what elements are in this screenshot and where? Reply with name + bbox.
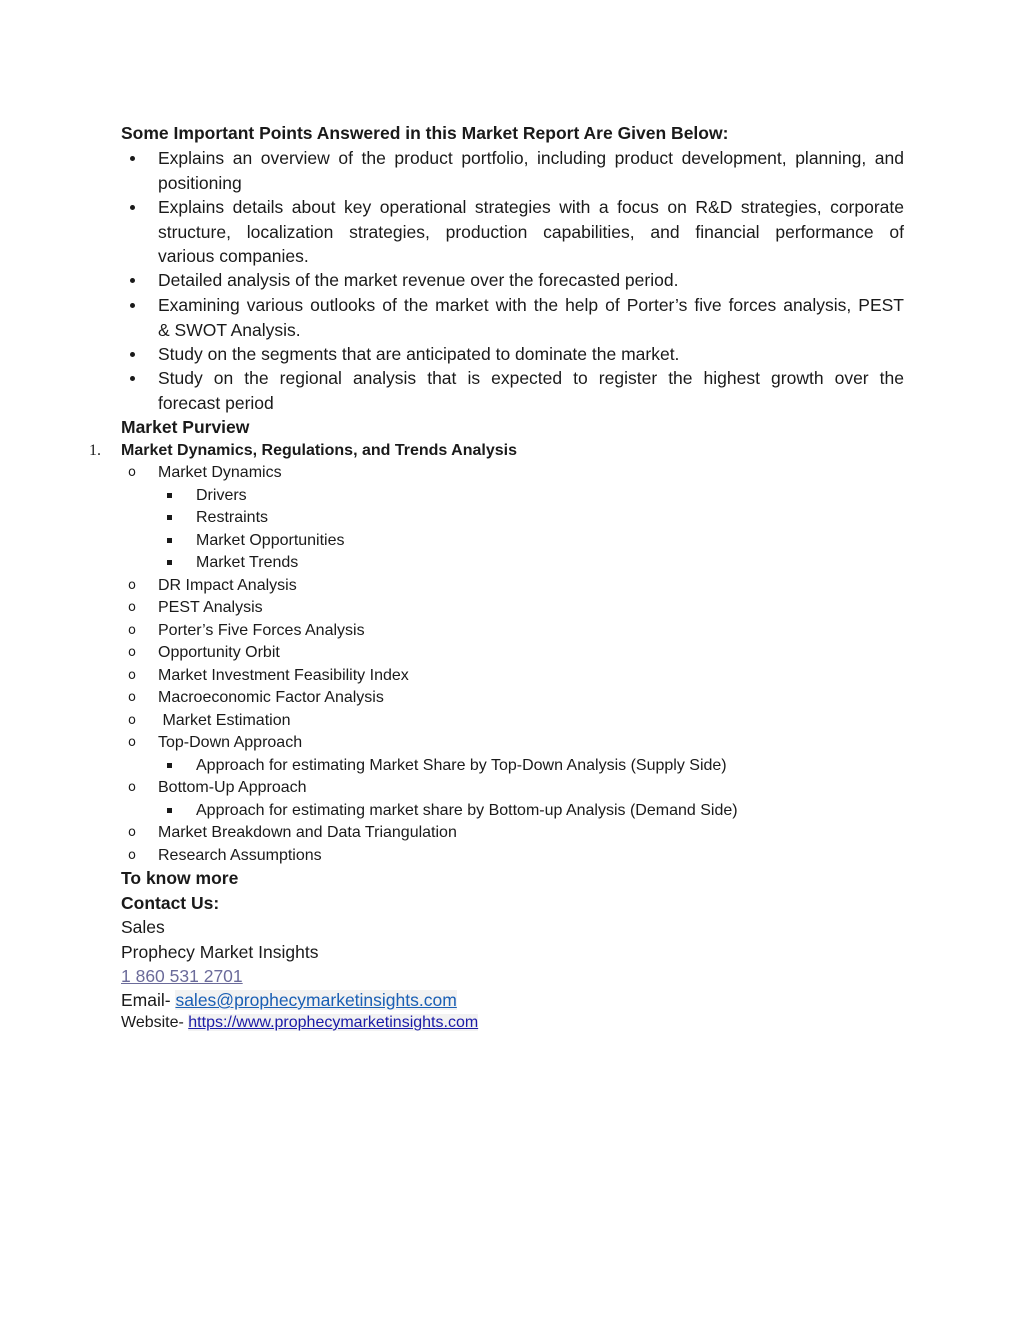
email-line bbox=[121, 988, 457, 1013]
square-bullet-icon bbox=[167, 515, 172, 520]
intro-bullet-6-line-1: Study on the regional analysis that is expected to register the highest growth over the bbox=[158, 368, 904, 388]
contact-company: Prophecy Market Insights bbox=[121, 942, 319, 962]
email-link[interactable]: sales@prophecymarketinsights.com bbox=[175, 990, 457, 1010]
intro-bullet-5-line-1: Study on the segments that are anticipated to dominate the market. bbox=[158, 344, 680, 364]
purview-item: Drivers bbox=[196, 486, 247, 504]
purview-item: Macroeconomic Factor Analysis bbox=[158, 689, 384, 706]
circle-bullet-icon: o bbox=[128, 712, 136, 728]
purview-item: DR Impact Analysis bbox=[158, 576, 297, 594]
square-bullet-icon bbox=[167, 808, 172, 813]
purview-item: Approach for estimating market share by Bottom-up Analysis (Demand Side) bbox=[196, 801, 738, 819]
email-label: Email- bbox=[121, 990, 176, 1010]
intro-bullet-6 bbox=[158, 366, 904, 415]
intro-bullet-3-line-1: Detailed analysis of the market revenue over the forecasted period. bbox=[158, 270, 679, 290]
square-bullet-icon bbox=[167, 493, 172, 498]
circle-bullet-icon: o bbox=[128, 622, 136, 638]
to-know-more-heading: To know more bbox=[121, 868, 239, 888]
purview-item: Market Investment Feasibility Index bbox=[158, 666, 409, 684]
intro-bullet-4-line-1: Examining various outlooks of the market with the help of Porter’s five forces analysis, PEST bbox=[158, 295, 904, 315]
intro-bullet-6-line-2: forecast period bbox=[158, 392, 274, 413]
bullet-dot-icon bbox=[130, 376, 135, 381]
purview-item: Market Breakdown and Data Triangulation bbox=[158, 824, 457, 841]
purview-item: Restraints bbox=[196, 509, 269, 526]
circle-bullet-icon: o bbox=[128, 780, 136, 795]
circle-bullet-icon: o bbox=[128, 577, 136, 593]
purview-item: Market Opportunities bbox=[196, 531, 345, 549]
intro-bullet-2 bbox=[158, 195, 904, 269]
intro-bullet-4 bbox=[158, 293, 904, 342]
circle-bullet-icon: o bbox=[128, 825, 136, 840]
bullet-dot-icon bbox=[130, 278, 135, 283]
contact-sales: Sales bbox=[121, 917, 165, 937]
section-number: 1. bbox=[89, 442, 101, 459]
website-label: Website- bbox=[121, 1014, 189, 1031]
intro-heading: Some Important Points Answered in this Market Report Are Given Below: bbox=[121, 123, 729, 143]
circle-bullet-icon: o bbox=[128, 847, 136, 863]
purview-item: Market Trends bbox=[196, 554, 299, 571]
square-bullet-icon bbox=[167, 763, 172, 768]
square-bullet-icon bbox=[167, 560, 172, 565]
purview-item: Opportunity Orbit bbox=[158, 644, 280, 661]
intro-bullet-5 bbox=[158, 342, 904, 367]
purview-item: Top-Down Approach bbox=[158, 734, 303, 751]
bullet-dot-icon bbox=[130, 156, 135, 161]
intro-bullet-2-line-3: various companies. bbox=[158, 246, 309, 266]
purview-item: Bottom-Up Approach bbox=[158, 779, 307, 796]
circle-bullet-icon: o bbox=[128, 645, 136, 660]
purview-item: Approach for estimating Market Share by Top-Down Analysis (Supply Side) bbox=[196, 756, 727, 774]
purview-heading: Market Purview bbox=[121, 417, 250, 437]
intro-bullet-2-line-1: Explains details about key operational strategies with a focus on R&D strategies, corporate bbox=[158, 197, 904, 217]
intro-bullet-1-line-2: positioning bbox=[158, 172, 242, 193]
purview-item: Research Assumptions bbox=[158, 846, 322, 864]
purview-item: Market Estimation bbox=[158, 711, 291, 729]
phone-link[interactable]: 1 860 531 2701 bbox=[121, 966, 243, 986]
intro-bullet-1-line-1: Explains an overview of the product portfolio, including product development, planning, and bbox=[158, 148, 904, 168]
circle-bullet-icon: o bbox=[128, 600, 136, 615]
intro-bullet-4-line-2: & SWOT Analysis. bbox=[158, 319, 301, 340]
circle-bullet-icon: o bbox=[128, 667, 136, 683]
purview-item: PEST Analysis bbox=[158, 599, 263, 616]
purview-item: Porter’s Five Forces Analysis bbox=[158, 621, 365, 639]
intro-bullet-2-line-2: structure, localization strategies, production capabilities, and financial performance of bbox=[158, 221, 904, 242]
section-title: Market Dynamics, Regulations, and Trends Analysis bbox=[121, 442, 517, 459]
contact-us-heading: Contact Us: bbox=[121, 893, 220, 913]
circle-bullet-icon: o bbox=[128, 465, 136, 480]
bullet-dot-icon bbox=[130, 303, 135, 308]
intro-bullet-1 bbox=[158, 146, 904, 195]
circle-bullet-icon: o bbox=[128, 690, 136, 705]
purview-item: Market Dynamics bbox=[158, 464, 282, 481]
circle-bullet-icon: o bbox=[128, 735, 136, 750]
bullet-dot-icon bbox=[130, 352, 135, 357]
intro-bullet-3 bbox=[158, 268, 904, 293]
website-link[interactable]: https://www.prophecymarketinsights.com bbox=[188, 1014, 479, 1031]
bullet-dot-icon bbox=[130, 205, 135, 210]
website-line bbox=[121, 1012, 478, 1035]
square-bullet-icon bbox=[167, 538, 172, 543]
